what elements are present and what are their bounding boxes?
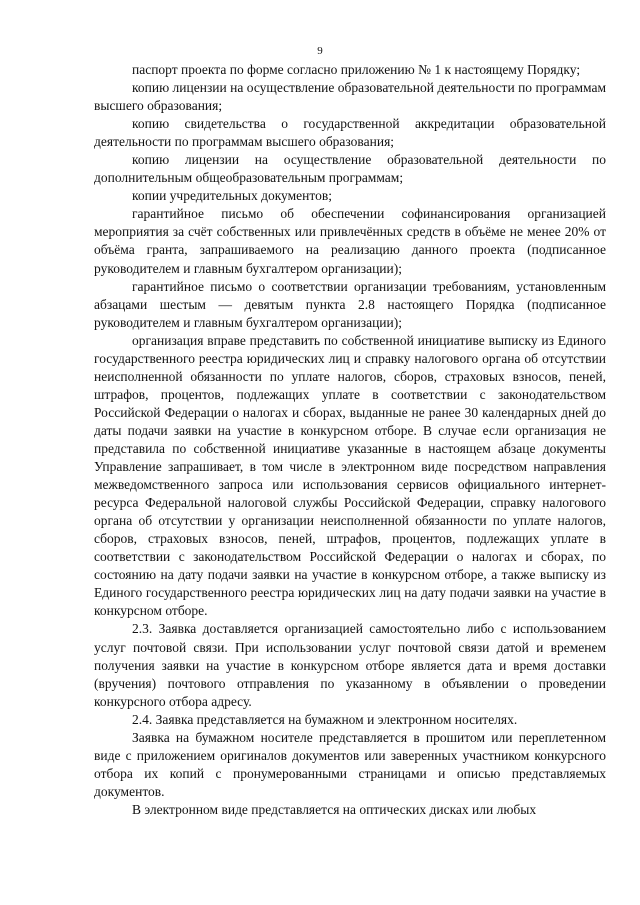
paragraph-paper-application: Заявка на бумажном носителе представляется в прошитом или переплетенном виде с приложением оригиналов документов или заверенных участником конкурсного отбора их копий с пронумерованными страницами и описью представляемых документов. xyxy=(94,729,606,799)
paragraph-higher-education-license: копию лицензии на осуществление образовательной деятельности по программам высшего образования; xyxy=(94,80,606,114)
paragraph-compliance-letter: гарантийное письмо о соответствии организации требованиям, установленным абзацами шестым — девятым пункта 2.8 настоящего Порядка (подписанное руководителем и главным бухгалтером организации); xyxy=(94,278,606,330)
paragraph-electronic-application: В электронном виде представляется на оптических дисках или любых xyxy=(132,801,537,817)
paragraph-section-2-4: 2.4. Заявка представляется на бумажном и электронном носителях. xyxy=(132,711,518,727)
document-body xyxy=(94,61,606,819)
paragraph-cofinancing-letter: гарантийное письмо об обеспечении софинансирования организацией мероприятия за счёт собственных или привлечённых средств в объёме не менее 20% от объёма гранта, запрашиваемого на реализацию данного проекта (подписанное руководителем и главным бухгалтером организации); xyxy=(94,206,606,276)
paragraph-founding-documents: копии учредительных документов; xyxy=(132,188,332,204)
page-number: 9 xyxy=(317,45,323,57)
paragraph-section-2-3: 2.3. Заявка доставляется организацией самостоятельно либо с использованием услуг почтовой связи. При использовании услуг почтовой связи датой и временем получения заявки на участие в конкурсном отборе является дата и время доставки (вручения) почтового отправления по указанному в объявлении о проведении конкурсного отбора адресу. xyxy=(94,621,606,709)
paragraph-additional-education-license: копию лицензии на осуществление образовательной деятельности по дополнительным общеобразовательным программам; xyxy=(94,152,606,186)
paragraph-register-extract: организация вправе представить по собственной инициативе выписку из Единого государственного реестра юридических лиц и справку налогового органа об отсутствии неисполненной обязанности по уплате налогов, сборов, страховых взносов, пеней, штрафов, процентов, подлежащих уплате в соответствии с законодательством Российской Федерации о налогах и сборах, выданные не ранее 30 календарных дней до даты подачи заявки на участие в конкурсном отборе. В случае если организация не представила по собственной инициативе указанные в настоящем абзаце документы Управление запрашивает, в том числе в электронном виде посредством направления межведомственного запроса или использования сервисов официального интернет-ресурса Федеральной налоговой службы Российской Федерации, справку налогового органа об отсутствии у организации неисполненной обязанности по уплате налогов, сборов, страховых взносов, пеней, штрафов, процентов, подлежащих уплате в соответствии с законодательством Российской Федерации о налогах и сборах, по состоянию на дату подачи заявки на участие в конкурсном отборе, а также выписку из Единого государственного реестра юридических лиц на дату подачи заявки на участие в конкурсном отборе. xyxy=(94,332,606,619)
paragraph-project-passport: паспорт проекта по форме согласно приложению № 1 к настоящему Порядку; xyxy=(132,62,581,77)
paragraph-accreditation-certificate: копию свидетельства о государственной аккредитации образовательной деятельности по программам высшего образования; xyxy=(94,116,606,150)
